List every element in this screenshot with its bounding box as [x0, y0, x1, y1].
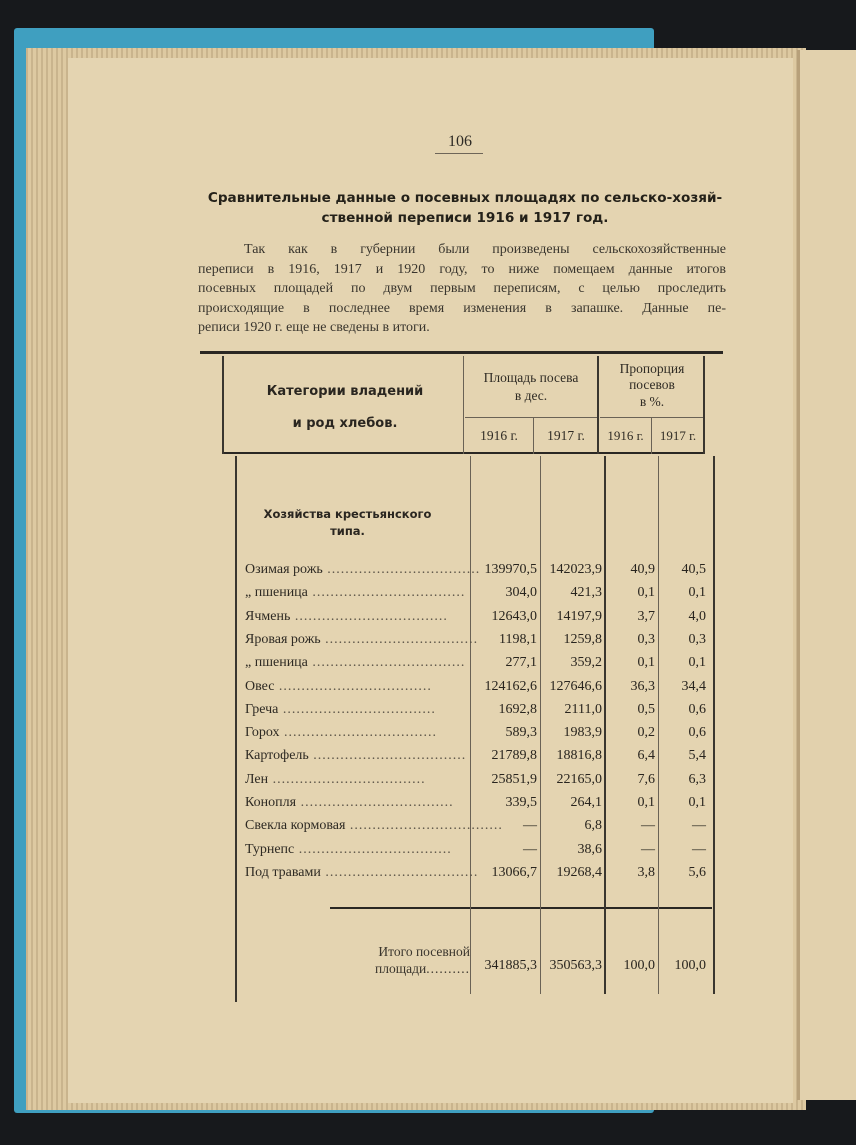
prop-1917: 0,1	[688, 655, 706, 671]
prop-1916: —	[641, 818, 655, 834]
header-prop-line2: посевов	[629, 377, 675, 392]
header-area-line1: Площадь посева	[483, 370, 579, 385]
table-top-rule	[200, 351, 723, 354]
paragraph-line: происходящие в последнее время изменения в запашке. Данные пе-	[198, 300, 726, 316]
area-1917: 18816,8	[556, 748, 602, 764]
table-row	[0, 562, 853, 584]
table-left-border	[222, 356, 224, 454]
prop-1916: 0,2	[637, 725, 655, 741]
area-1917: 1259,8	[563, 631, 602, 647]
area-1917: 421,3	[570, 585, 602, 601]
row-name: Лен ..................................	[245, 771, 426, 787]
area-1917: 127646,6	[549, 678, 602, 694]
table-row	[0, 818, 853, 840]
table-row	[0, 609, 853, 631]
header-bottom-rule	[224, 452, 704, 454]
total-1916: 341885,3	[484, 958, 537, 973]
header-area-line2: в дес.	[514, 388, 548, 403]
page-number-rule	[435, 153, 483, 154]
row-name: Турнепс ..................................	[245, 841, 452, 857]
area-1916: 1692,8	[498, 701, 537, 717]
total-prop-1916: 100,0	[623, 958, 655, 973]
area-1916: 339,5	[505, 795, 537, 810]
row-name: Греча ..................................	[245, 701, 436, 717]
table-row	[0, 655, 853, 677]
prop-1917: —	[692, 841, 706, 857]
table-row	[0, 772, 853, 794]
title-line: ственной переписи 1916 и 1917 год.	[321, 210, 609, 226]
prop-1917: 6,3	[688, 771, 706, 787]
prop-1917: 4,0	[688, 608, 706, 624]
prop-1917: 5,6	[688, 864, 706, 880]
header-prop-line1: Пропорция	[619, 361, 685, 376]
paragraph-line: переписи в 1916, 1917 и 1920 году, то ниже помещаем данные итогов	[198, 261, 726, 277]
total-1917: 350563,3	[549, 958, 602, 973]
row-name: Ячмень ..................................	[245, 608, 448, 624]
page-title	[185, 188, 745, 228]
paragraph-line: Так как в губернии были произведены сельскохозяйственные	[244, 242, 726, 257]
area-1917: 2111,0	[564, 701, 602, 717]
prop-1916: 0,1	[637, 655, 655, 671]
prop-1917: 40,5	[681, 562, 706, 577]
header-category-line2: и род хлебов.	[292, 416, 398, 431]
area-1916: —	[523, 818, 537, 834]
row-name: Озимая рожь ..................................	[245, 562, 481, 577]
area-1917: 14197,9	[556, 608, 602, 624]
header-year-1917: 1917 г.	[547, 428, 585, 443]
area-1917: 264,1	[570, 795, 602, 810]
row-name: „ пшеница ..................................	[245, 655, 466, 671]
total-label-line: Итого посевной	[378, 944, 470, 959]
table-row	[0, 748, 853, 770]
intro-paragraph	[198, 240, 726, 338]
total-rule	[330, 907, 712, 909]
prop-1916: 7,6	[637, 771, 655, 787]
paragraph-line: посевных площадей по двум первым переписям, с целью проследить	[198, 281, 726, 296]
prop-subheader-rule	[600, 417, 704, 418]
area-subheader-rule	[465, 417, 598, 418]
prop-1917: 0,3	[688, 631, 706, 647]
area-1916: 25851,9	[491, 771, 537, 787]
table-row	[0, 842, 853, 864]
total-row	[0, 958, 853, 980]
area-1917: 1983,9	[563, 725, 602, 741]
row-name: Горох ..................................	[245, 725, 438, 741]
prop-1916: 3,7	[637, 608, 655, 624]
prop-1917: —	[692, 818, 706, 834]
prop-1917: 0,6	[688, 725, 706, 741]
header-prop-year-1916: 1916 г.	[607, 428, 644, 443]
prop-1917: 0,1	[688, 795, 706, 810]
row-name: Картофель ..................................	[245, 748, 467, 764]
prop-1916: 0,1	[637, 795, 655, 810]
section-title	[235, 506, 460, 540]
prop-1916: 0,3	[637, 631, 655, 647]
area-1917: 142023,9	[549, 562, 602, 577]
area-1917: 6,8	[584, 818, 602, 834]
table-row	[0, 795, 853, 817]
prop-1917: 0,1	[688, 585, 706, 601]
row-name: Под травами ..................................	[245, 864, 479, 880]
area-1916: 139970,5	[484, 562, 537, 577]
area-1916: 304,0	[505, 585, 537, 601]
prop-1917: 34,4	[681, 678, 706, 694]
prop-1916: 0,5	[637, 701, 655, 717]
area-1916: —	[523, 841, 537, 857]
area-1916: 277,1	[505, 655, 537, 671]
section-title-line: типа.	[330, 524, 365, 538]
area-1917: 359,2	[570, 655, 602, 671]
area-1916: 21789,8	[491, 748, 537, 764]
area-1916: 1198,1	[499, 631, 537, 647]
table-row	[0, 702, 853, 724]
page-number: 106	[448, 133, 472, 150]
total-prop-1917: 100,0	[674, 958, 706, 973]
header-year-1916: 1916 г.	[480, 428, 518, 443]
row-name: Овес ..................................	[245, 678, 432, 694]
total-label-line: площади..........	[375, 961, 470, 976]
paragraph-line: реписи 1920 г. еще не сведены в итоги.	[198, 320, 430, 335]
table-row	[0, 865, 853, 887]
area-1917: 19268,4	[556, 864, 602, 880]
area-1916: 589,3	[505, 725, 537, 741]
table-row	[0, 679, 853, 701]
prop-1916: 40,9	[630, 562, 655, 577]
prop-1916: 36,3	[630, 678, 655, 694]
table-row	[0, 632, 853, 654]
prop-1916: 6,4	[637, 748, 655, 764]
row-name: „ пшеница ..................................	[245, 585, 466, 601]
prop-1917: 0,6	[688, 701, 706, 717]
area-1917: 38,6	[577, 841, 602, 857]
row-name: Яровая рожь ..................................	[245, 631, 479, 647]
prop-1916: 0,1	[637, 585, 655, 601]
prop-1917: 5,4	[688, 748, 706, 764]
section-title-line: Хозяйства крестьянского	[263, 507, 432, 521]
header-category-line1: Категории владений	[266, 384, 424, 399]
area-1917: 22165,0	[556, 771, 602, 787]
area-1916: 12643,0	[491, 608, 537, 624]
area-1916: 13066,7	[491, 864, 537, 880]
prop-1916: 3,8	[637, 864, 655, 880]
table-row	[0, 585, 853, 607]
row-name: Конопля ..................................	[245, 795, 454, 810]
row-name: Свекла кормовая ..................................	[245, 818, 503, 834]
header-prop-year-1917: 1917 г.	[659, 428, 697, 443]
header-prop-line3: в %.	[639, 394, 665, 409]
prop-1916: —	[641, 841, 655, 857]
title-line: Сравнительные данные о посевных площадях по сельско-хозяй-	[207, 190, 723, 206]
area-1916: 124162,6	[484, 678, 537, 694]
table-row	[0, 725, 853, 747]
